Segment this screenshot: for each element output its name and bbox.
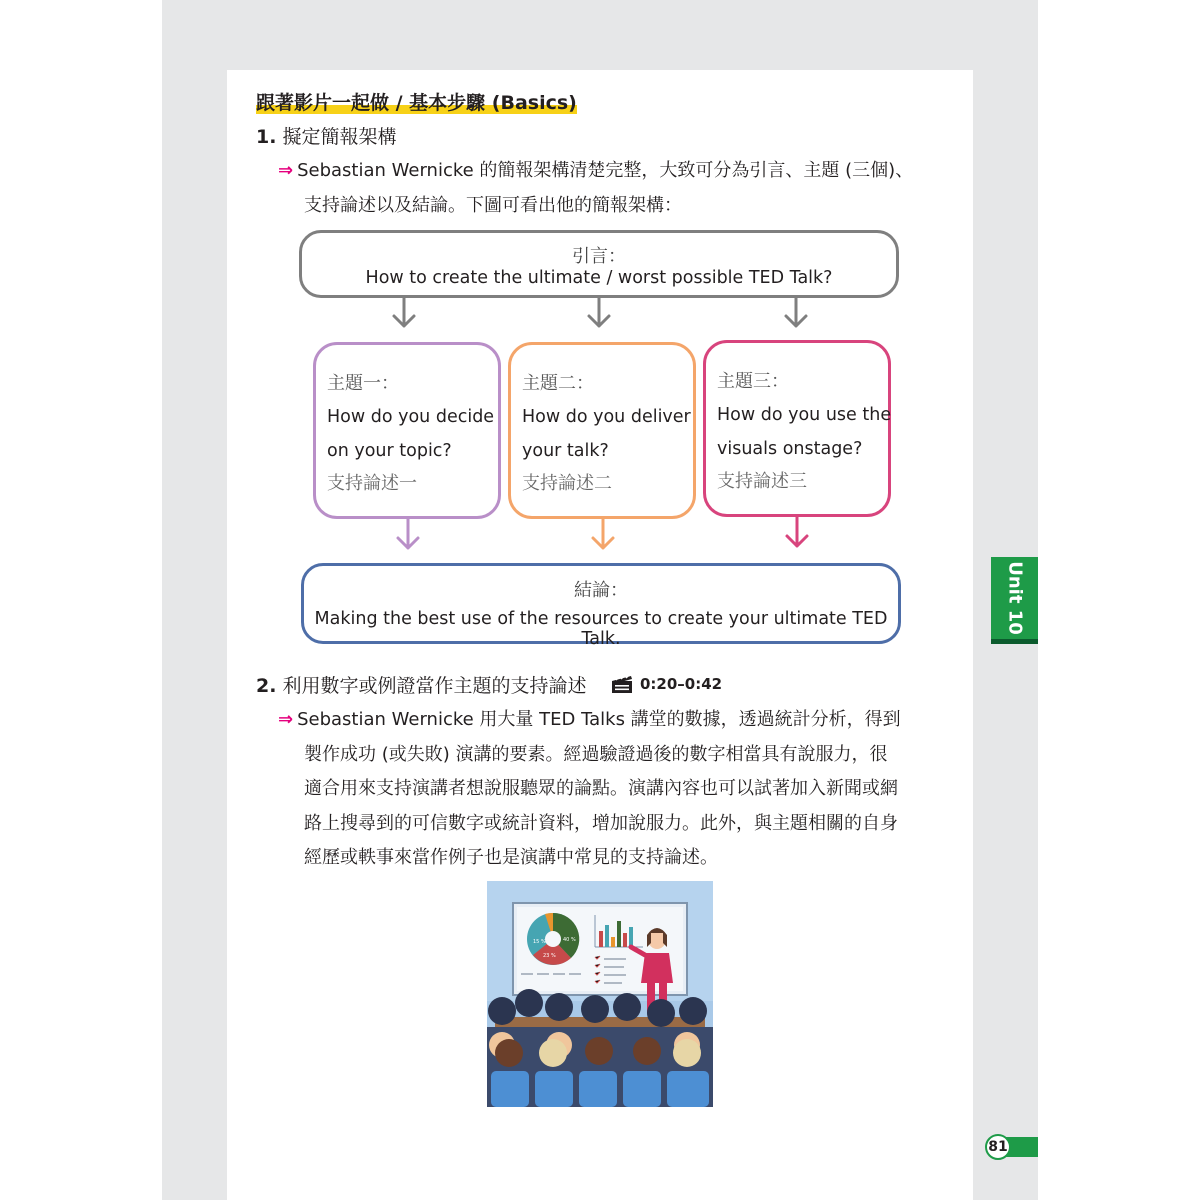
step1-title (256, 123, 397, 151)
topic3-question: How do you use the visuals onstage? (717, 405, 892, 459)
step1-line: 支持論述以及結論。下圖可看出他的簡報架構： (304, 194, 682, 216)
intro-text: How to create the ultimate / worst possible TED Talk? (365, 268, 833, 288)
step2-line: 路上搜尋到的可信數字或統計資料，增加說服力。此外，與主題相關的自身 (304, 812, 898, 834)
topic2-box (508, 342, 696, 519)
timecode: 0:20–0:42 (640, 675, 723, 693)
intro-label: 引言： (572, 246, 626, 267)
topic3-label: 主題三： (717, 371, 789, 392)
topic3-support: 支持論述三 (717, 471, 807, 492)
step2-line: 適合用來支持演講者想說服聽眾的論點。演講內容也可以試著加入新聞或網 (304, 778, 898, 799)
unit-tab (991, 557, 1038, 644)
topic2-question: How do you deliver your talk? (522, 407, 691, 461)
topic1-label: 主題一： (327, 373, 399, 394)
step1-number: 1. (256, 126, 277, 148)
topic1-question: How do you decide on your topic? (327, 407, 495, 461)
step2-line: Sebastian Wernicke 用大量 TED Talks 講堂的數據，透過統計分析，得到 (297, 709, 901, 730)
topic1-support: 支持論述一 (327, 473, 417, 494)
step2-number: 2. (256, 675, 277, 697)
arrow-icon: ⇒ (278, 709, 294, 730)
step1-line: Sebastian Wernicke 的簡報架構清楚完整，大致可分為引言、主題 (三個)、 (297, 160, 914, 181)
step2-title (256, 672, 587, 700)
pie-label: 23 % (543, 953, 556, 959)
clapperboard-icon (611, 674, 633, 694)
arrow-icon: ⇒ (278, 160, 294, 181)
conclusion-label: 結論： (574, 580, 628, 601)
topic2-support: 支持論述二 (522, 473, 612, 494)
pie-label: 15 % (533, 939, 546, 945)
step1-title-text: 擬定簡報架構 (282, 126, 397, 148)
conclusion-box (301, 563, 901, 649)
step2-title-text: 利用數字或例證當作主題的支持論述 (282, 675, 587, 697)
topic1-box (313, 342, 501, 519)
step2-paragraph (278, 703, 948, 876)
step1-paragraph (278, 154, 948, 223)
conclusion-text: Making the best use of the resources to create your ultimate TED Talk. (314, 609, 888, 649)
unit-tab-label: Unit 10 (1004, 561, 1025, 635)
step2-line: 製作成功 (或失敗) 演講的要素。經過驗證過後的數字相當具有說服力，很 (304, 743, 888, 765)
step2-line: 經歷或軼事來當作例子也是演講中常見的支持論述。 (304, 847, 718, 868)
page-number: 81 (985, 1134, 1011, 1160)
presentation-illustration (487, 881, 713, 1107)
pie-label: 40 % (563, 937, 576, 943)
section-header: 跟著影片一起做 / 基本步驟 (Basics) (256, 92, 577, 114)
topic3-box (703, 340, 891, 517)
topic2-label: 主題二： (522, 373, 594, 394)
intro-box (299, 230, 899, 298)
